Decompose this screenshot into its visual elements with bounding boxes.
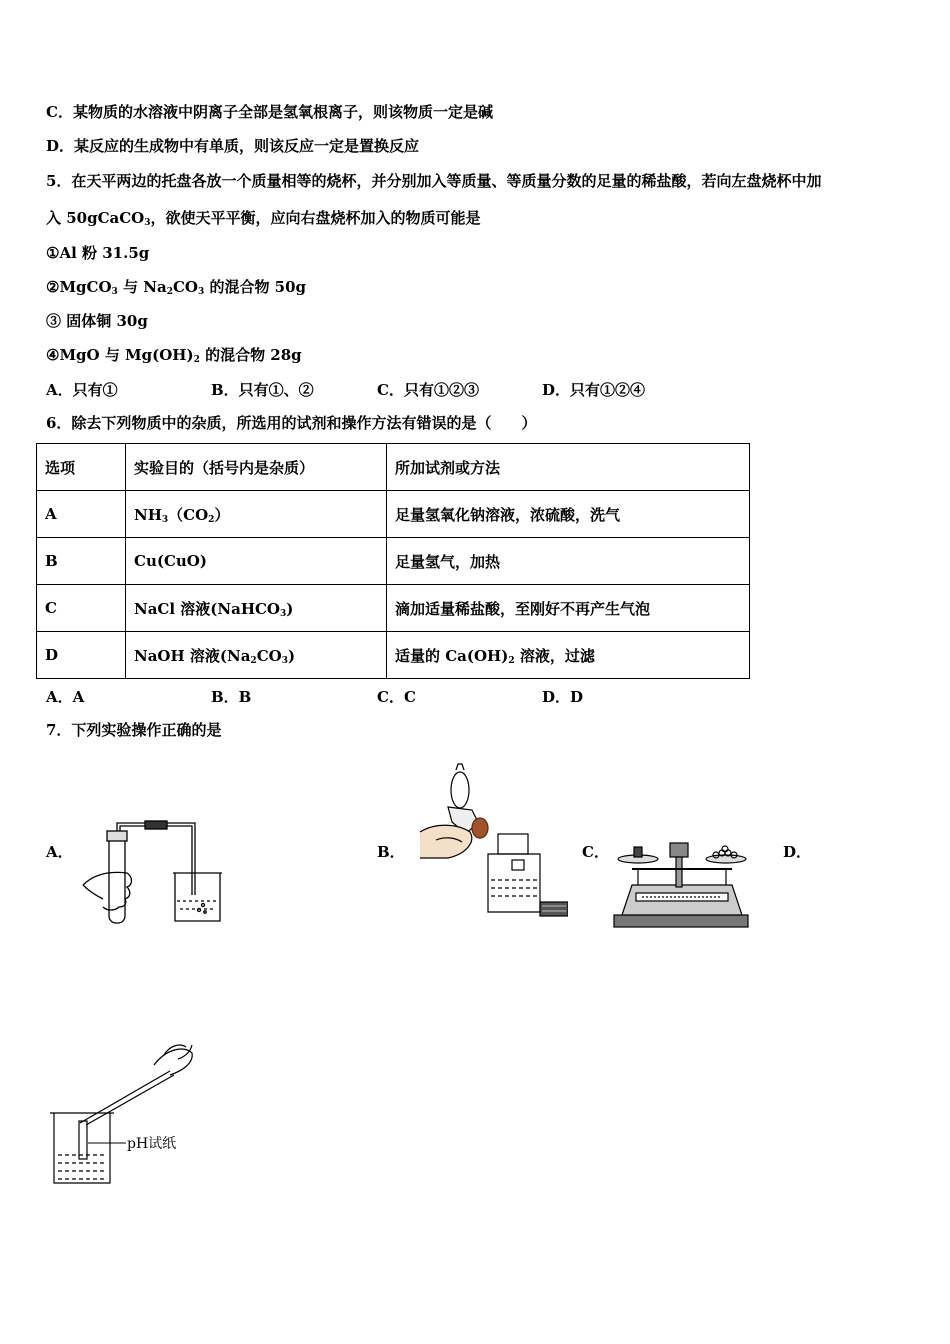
q6-option-a[interactable]: A．A bbox=[46, 688, 85, 706]
q5-option-d[interactable]: D．只有①②④ bbox=[542, 381, 646, 399]
row-purpose: $NH_3(CO_2)$ bbox=[126, 491, 387, 538]
q5-item-1: ①Al 粉 31.5g bbox=[46, 244, 150, 262]
q5-option-a[interactable]: A．只有① bbox=[46, 381, 118, 399]
row-method: 足量氢气，加热 bbox=[387, 538, 750, 585]
q6-option-b[interactable]: B．B bbox=[211, 688, 252, 706]
row-purpose: NaOH 溶液$(Na_2CO_3)$ bbox=[126, 632, 387, 679]
row-option: C bbox=[37, 585, 126, 632]
q7-label-d[interactable]: D． bbox=[783, 843, 812, 861]
header-method: 所加试剂或方法 bbox=[387, 444, 750, 491]
q5-item-4: ④MgO 与 $Mg(OH)_2$ 的混合物 28g bbox=[46, 346, 302, 365]
q6-options bbox=[46, 686, 746, 706]
row-option: D bbox=[37, 632, 126, 679]
q5-stem-line2: 入 50gCaCO$_3$，欲使天平平衡，应向右盘烧杯加入的物质可能是 bbox=[46, 209, 481, 228]
figure-a-airtightness-check bbox=[75, 815, 225, 930]
row-method: 适量的 $Ca(OH)_2$ 溶液，过滤 bbox=[387, 632, 750, 679]
figure-d-ph-paper bbox=[44, 1035, 244, 1190]
q6-stem: 6．除去下列物质中的杂质，所选用的试剂和操作方法有错误的是（ ） bbox=[46, 414, 537, 432]
ph-paper-label: pH试纸 bbox=[127, 1136, 177, 1152]
q7-label-a[interactable]: A． bbox=[46, 843, 73, 861]
header-purpose: 实验目的（括号内是杂质） bbox=[126, 444, 387, 491]
q7-label-b[interactable]: B． bbox=[377, 843, 405, 861]
row-option: B bbox=[37, 538, 126, 585]
table-row bbox=[37, 632, 750, 679]
q4-option-c: C．某物质的水溶液中阴离子全部是氢氧根离子，则该物质一定是碱 bbox=[46, 103, 493, 121]
q6-option-d[interactable]: D．D bbox=[542, 688, 584, 706]
table-row bbox=[37, 585, 750, 632]
q5-options bbox=[46, 379, 746, 399]
q5-item-2: ②MgCO$_3$ 与 $Na_2CO_3$ 的混合物 50g bbox=[46, 278, 307, 297]
row-purpose: NaCl 溶液(NaHCO$_3$) bbox=[126, 585, 387, 632]
q5-item-3: ③ 固体铜 30g bbox=[46, 312, 148, 330]
q5-stem-line1: 5．在天平两边的托盘各放一个质量相等的烧杯，并分别加入等质量、等质量分数的足量的稀盐酸，若向左盘烧杯中加 bbox=[46, 172, 822, 190]
q6-table bbox=[36, 443, 750, 679]
q6-option-c[interactable]: C．C bbox=[377, 688, 416, 706]
row-option: A bbox=[37, 491, 126, 538]
figure-c-balance bbox=[612, 835, 752, 930]
table-row bbox=[37, 491, 750, 538]
q5-option-b[interactable]: B．只有①、② bbox=[211, 381, 314, 399]
q5-option-c[interactable]: C．只有①②③ bbox=[377, 381, 479, 399]
row-purpose: Cu(CuO) bbox=[126, 538, 387, 585]
header-option: 选项 bbox=[37, 444, 126, 491]
q7-label-c[interactable]: C． bbox=[582, 843, 609, 861]
row-method: 滴加适量稀盐酸，至刚好不再产生气泡 bbox=[387, 585, 750, 632]
q7-stem: 7．下列实验操作正确的是 bbox=[46, 721, 222, 739]
table-row bbox=[37, 538, 750, 585]
figure-b-dropper-bottle bbox=[418, 762, 568, 917]
row-method: 足量氢氧化钠溶液，浓硫酸，洗气 bbox=[387, 491, 750, 538]
table-header-row bbox=[37, 444, 750, 491]
q4-option-d: D．某反应的生成物中有单质，则该反应一定是置换反应 bbox=[46, 137, 420, 155]
